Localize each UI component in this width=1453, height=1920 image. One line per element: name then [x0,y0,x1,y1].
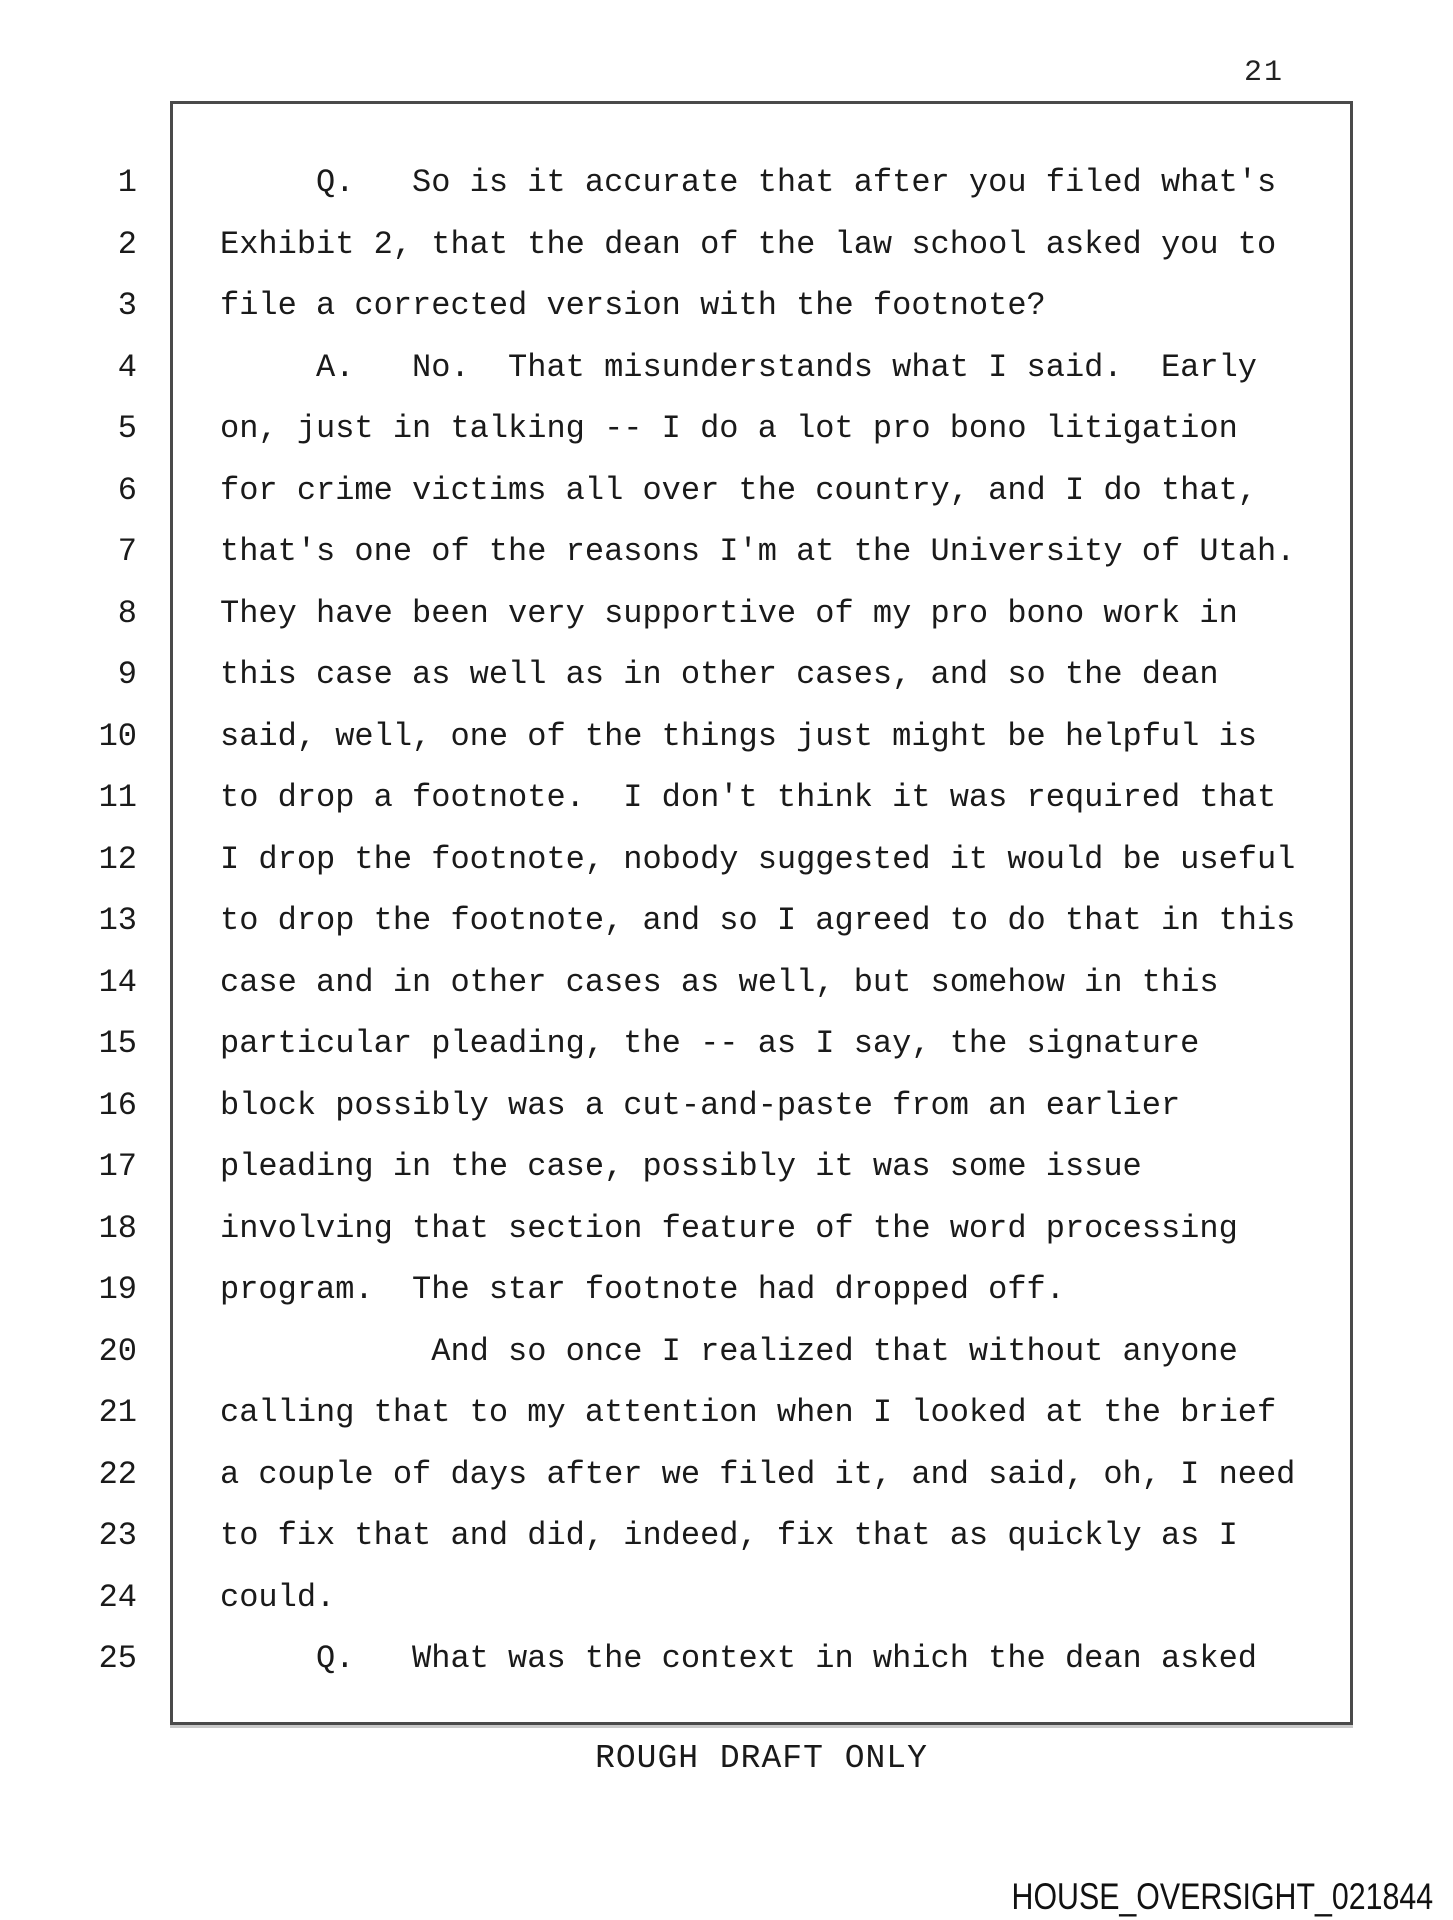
line-number: 3 [117,287,137,324]
line-text: Q. So is it accurate that after you filed what's [220,164,1277,201]
transcript-line [0,1444,1453,1506]
line-number: 21 [98,1394,137,1431]
transcript-line [0,460,1453,522]
line-text: A. No. That misunderstands what I said. Early [220,348,1257,386]
line-text: that's one of the reasons I'm at the University of Utah. [220,533,1296,570]
line-number: 24 [98,1578,137,1616]
transcript-line [0,890,1453,952]
transcript-line [0,152,1453,214]
transcript-line [0,644,1453,706]
line-text: could. [220,1578,336,1616]
line-number: 22 [98,1455,137,1493]
line-text: And so once I realized that without anyone [220,1332,1238,1370]
line-number: 13 [98,902,137,939]
line-text: block possibly was a cut-and-paste from an earlier [220,1086,1181,1124]
line-number: 25 [98,1640,137,1677]
transcript-line [0,1259,1453,1321]
transcript-line [0,337,1453,399]
line-text: calling that to my attention when I looked at the brief [220,1394,1277,1431]
line-number: 18 [98,1209,137,1247]
line-number: 5 [117,410,137,447]
line-text: to fix that and did, indeed, fix that as quickly as I [220,1517,1238,1554]
line-text: Q. What was the context in which the dean asked [220,1640,1257,1677]
line-number: 10 [98,717,137,755]
line-number: 1 [117,164,137,201]
line-number: 4 [117,348,137,386]
transcript-line [0,1075,1453,1137]
transcript-line [0,275,1453,337]
line-number: 6 [117,471,137,509]
transcript-line [0,1013,1453,1075]
line-text: on, just in talking -- I do a lot pro bono litigation [220,410,1238,447]
transcript-line [0,1321,1453,1383]
line-number: 8 [117,594,137,632]
transcript-line [0,1136,1453,1198]
transcript-line [0,583,1453,645]
line-text: said, well, one of the things just might be helpful is [220,717,1257,755]
transcript-line [0,829,1453,891]
transcript-line [0,521,1453,583]
line-number: 20 [98,1332,137,1370]
transcript-line [0,1382,1453,1444]
line-text: involving that section feature of the word processing [220,1209,1238,1247]
line-text: Exhibit 2, that the dean of the law school asked you to [220,225,1277,263]
line-number: 23 [98,1517,137,1554]
line-text: I drop the footnote, nobody suggested it would be useful [220,840,1296,878]
line-text: file a corrected version with the footnote? [220,287,1046,324]
page-number: 21 [1244,56,1285,90]
line-number: 7 [117,533,137,570]
line-text: program. The star footnote had dropped off. [220,1271,1065,1308]
bates-number: HOUSE_OVERSIGHT_021844 [1011,1876,1433,1917]
transcript-line [0,1567,1453,1629]
line-text: to drop a footnote. I don't think it was required that [220,779,1277,816]
transcript-line [0,398,1453,460]
transcript-line [0,767,1453,829]
transcript-line [0,1628,1453,1690]
line-number: 15 [98,1025,137,1062]
line-text: a couple of days after we filed it, and said, oh, I need [220,1455,1296,1493]
line-number: 2 [117,225,137,263]
transcript-lines [0,152,1453,1690]
line-number: 19 [98,1271,137,1308]
line-text: case and in other cases as well, but somehow in this [220,963,1219,1001]
line-number: 14 [98,963,137,1001]
line-text: this case as well as in other cases, and so the dean [220,656,1219,693]
transcript-line [0,1198,1453,1260]
line-number: 11 [98,779,137,816]
line-number: 9 [117,656,137,693]
line-text: particular pleading, the -- as I say, the signature [220,1025,1200,1062]
transcript-line [0,706,1453,768]
line-number: 17 [98,1148,137,1185]
line-text: pleading in the case, possibly it was some issue [220,1148,1142,1185]
transcript-line [0,952,1453,1014]
line-text: They have been very supportive of my pro bono work in [220,594,1238,632]
line-number: 16 [98,1086,137,1124]
line-number: 12 [98,840,137,878]
transcript-line [0,214,1453,276]
line-text: for crime victims all over the country, and I do that, [220,471,1257,509]
transcript-line [0,1505,1453,1567]
line-text: to drop the footnote, and so I agreed to do that in this [220,902,1296,939]
rough-draft-label: ROUGH DRAFT ONLY [595,1740,928,1777]
